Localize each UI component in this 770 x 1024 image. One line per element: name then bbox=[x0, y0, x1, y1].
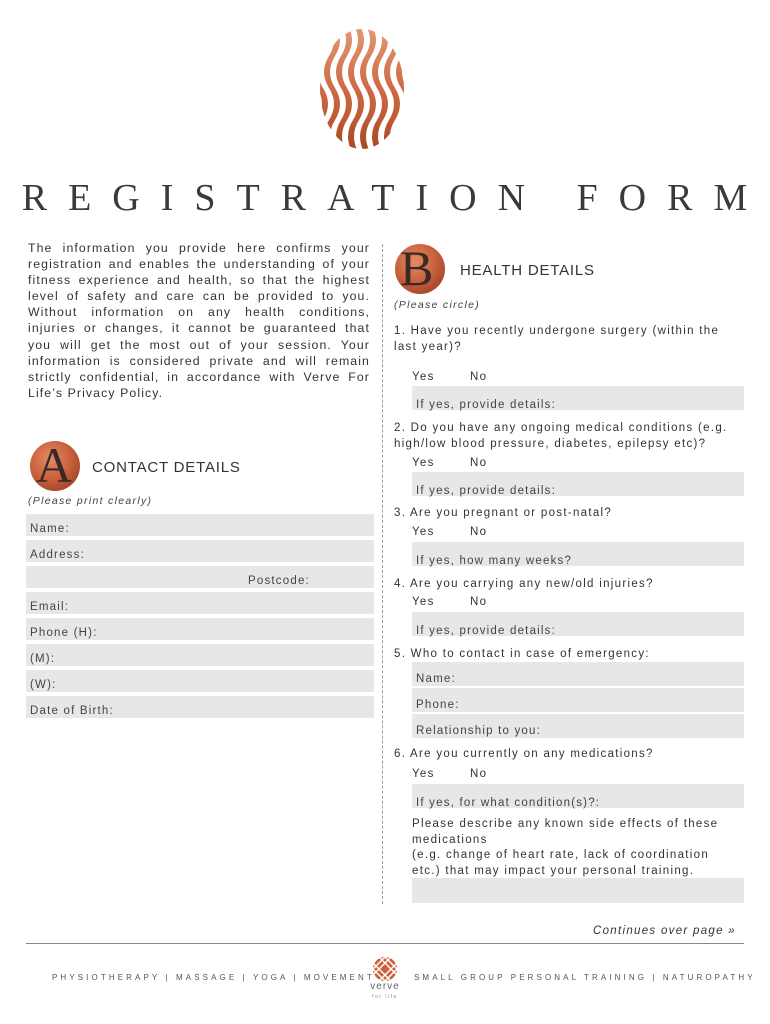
emergency-phone-label: Phone: bbox=[416, 699, 460, 711]
q3-weeks-label: If yes, how many weeks? bbox=[416, 555, 573, 567]
column-divider bbox=[382, 244, 383, 904]
emergency-name-label: Name: bbox=[416, 673, 456, 685]
section-a-letter: A bbox=[36, 437, 73, 493]
q6-side-effects-text: Please describe any known side effects of these medications bbox=[412, 818, 719, 846]
question-4: 4. Are you carrying any new/old injuries? bbox=[394, 578, 654, 590]
q1-details-field[interactable] bbox=[412, 386, 744, 410]
phone-home-label: Phone (H): bbox=[30, 627, 98, 639]
q6-yes[interactable]: Yes bbox=[412, 768, 435, 780]
q4-details-label: If yes, provide details: bbox=[416, 625, 557, 637]
question-3: 3. Are you pregnant or post-natal? bbox=[394, 507, 613, 519]
q2-no[interactable]: No bbox=[470, 457, 488, 469]
question-5: 5. Who to contact in case of emergency: bbox=[394, 648, 650, 660]
page-title: REGISTRATION FORM bbox=[21, 177, 769, 219]
q6-condition-field[interactable] bbox=[412, 784, 744, 808]
emergency-relationship-field[interactable] bbox=[412, 714, 744, 738]
phone-mobile-field[interactable] bbox=[26, 644, 374, 666]
phone-work-label: (W): bbox=[30, 679, 57, 691]
q3-yes[interactable]: Yes bbox=[412, 526, 435, 538]
question-2: 2. Do you have any ongoing medical conditions (e.g. high/low blood pressure, diabetes, epilepsy etc)? bbox=[394, 422, 728, 450]
question-1: 1. Have you recently undergone surgery (within the last year)? bbox=[394, 325, 720, 353]
email-field[interactable] bbox=[26, 592, 374, 614]
section-a-note: (Please print clearly) bbox=[28, 495, 153, 507]
phone-home-field[interactable] bbox=[26, 618, 374, 640]
name-field[interactable] bbox=[26, 514, 374, 536]
q2-yes[interactable]: Yes bbox=[412, 457, 435, 469]
address-line2-field[interactable] bbox=[26, 566, 374, 588]
verve-brand-icon bbox=[372, 956, 398, 982]
q4-no[interactable]: No bbox=[470, 596, 488, 608]
intro-paragraph: The information you provide here confirms your registration and enables the understanding of your fitness experience and health, so that the highest level of safety and care can be provided to you. Without information on any health conditions, injuries or changes, it cannot be guaranteed that you will get the most out of your session. Your information is considered private and will remain strictly confidential, in accordance with Verve For Life’s Privacy Policy. bbox=[28, 241, 370, 400]
email-label: Email: bbox=[30, 601, 70, 613]
phone-mobile-label: (M): bbox=[30, 653, 56, 665]
q6-side-effects-field[interactable] bbox=[412, 878, 744, 903]
question-6: 6. Are you currently on any medications? bbox=[394, 748, 654, 760]
address-field[interactable] bbox=[26, 540, 374, 562]
phone-work-field[interactable] bbox=[26, 670, 374, 692]
continues-note: Continues over page » bbox=[592, 925, 736, 937]
footer-rule bbox=[26, 943, 744, 944]
q3-weeks-field[interactable] bbox=[412, 542, 744, 566]
q4-yes[interactable]: Yes bbox=[412, 596, 435, 608]
verve-wave-logo bbox=[312, 24, 412, 154]
name-label: Name: bbox=[30, 523, 70, 535]
dob-label: Date of Birth: bbox=[30, 705, 114, 717]
q1-yes[interactable]: Yes bbox=[412, 371, 435, 383]
dob-field[interactable] bbox=[26, 696, 374, 718]
q1-no[interactable]: No bbox=[470, 371, 488, 383]
footer-services-left: PHYSIOTHERAPY | MASSAGE | YOGA | MOVEMENT bbox=[52, 973, 375, 982]
q6-condition-label: If yes, for what condition(s)?: bbox=[416, 797, 601, 809]
brand-tagline: for life bbox=[372, 994, 398, 1000]
q3-no[interactable]: No bbox=[470, 526, 488, 538]
address-label: Address: bbox=[30, 549, 85, 561]
q1-details-label: If yes, provide details: bbox=[416, 399, 557, 411]
brand-name: verve bbox=[370, 981, 400, 992]
postcode-label: Postcode: bbox=[248, 575, 310, 587]
section-b-letter: B bbox=[400, 240, 434, 296]
emergency-name-field[interactable] bbox=[412, 662, 744, 686]
footer-services-right: SMALL GROUP PERSONAL TRAINING | NATUROPATHY bbox=[414, 973, 756, 982]
emergency-relationship-label: Relationship to you: bbox=[416, 725, 542, 737]
q4-details-field[interactable] bbox=[412, 612, 744, 636]
emergency-phone-field[interactable] bbox=[412, 688, 744, 712]
section-a-heading: CONTACT DETAILS bbox=[92, 459, 241, 476]
section-b-note: (Please circle) bbox=[394, 299, 481, 311]
q6-no[interactable]: No bbox=[470, 768, 488, 780]
q2-details-field[interactable] bbox=[412, 472, 744, 496]
q6-side-effects-example: (e.g. change of heart rate, lack of coordination etc.) that may impact your personal training. bbox=[412, 849, 710, 877]
section-b-heading: HEALTH DETAILS bbox=[460, 262, 595, 279]
q2-details-label: If yes, provide details: bbox=[416, 485, 557, 497]
